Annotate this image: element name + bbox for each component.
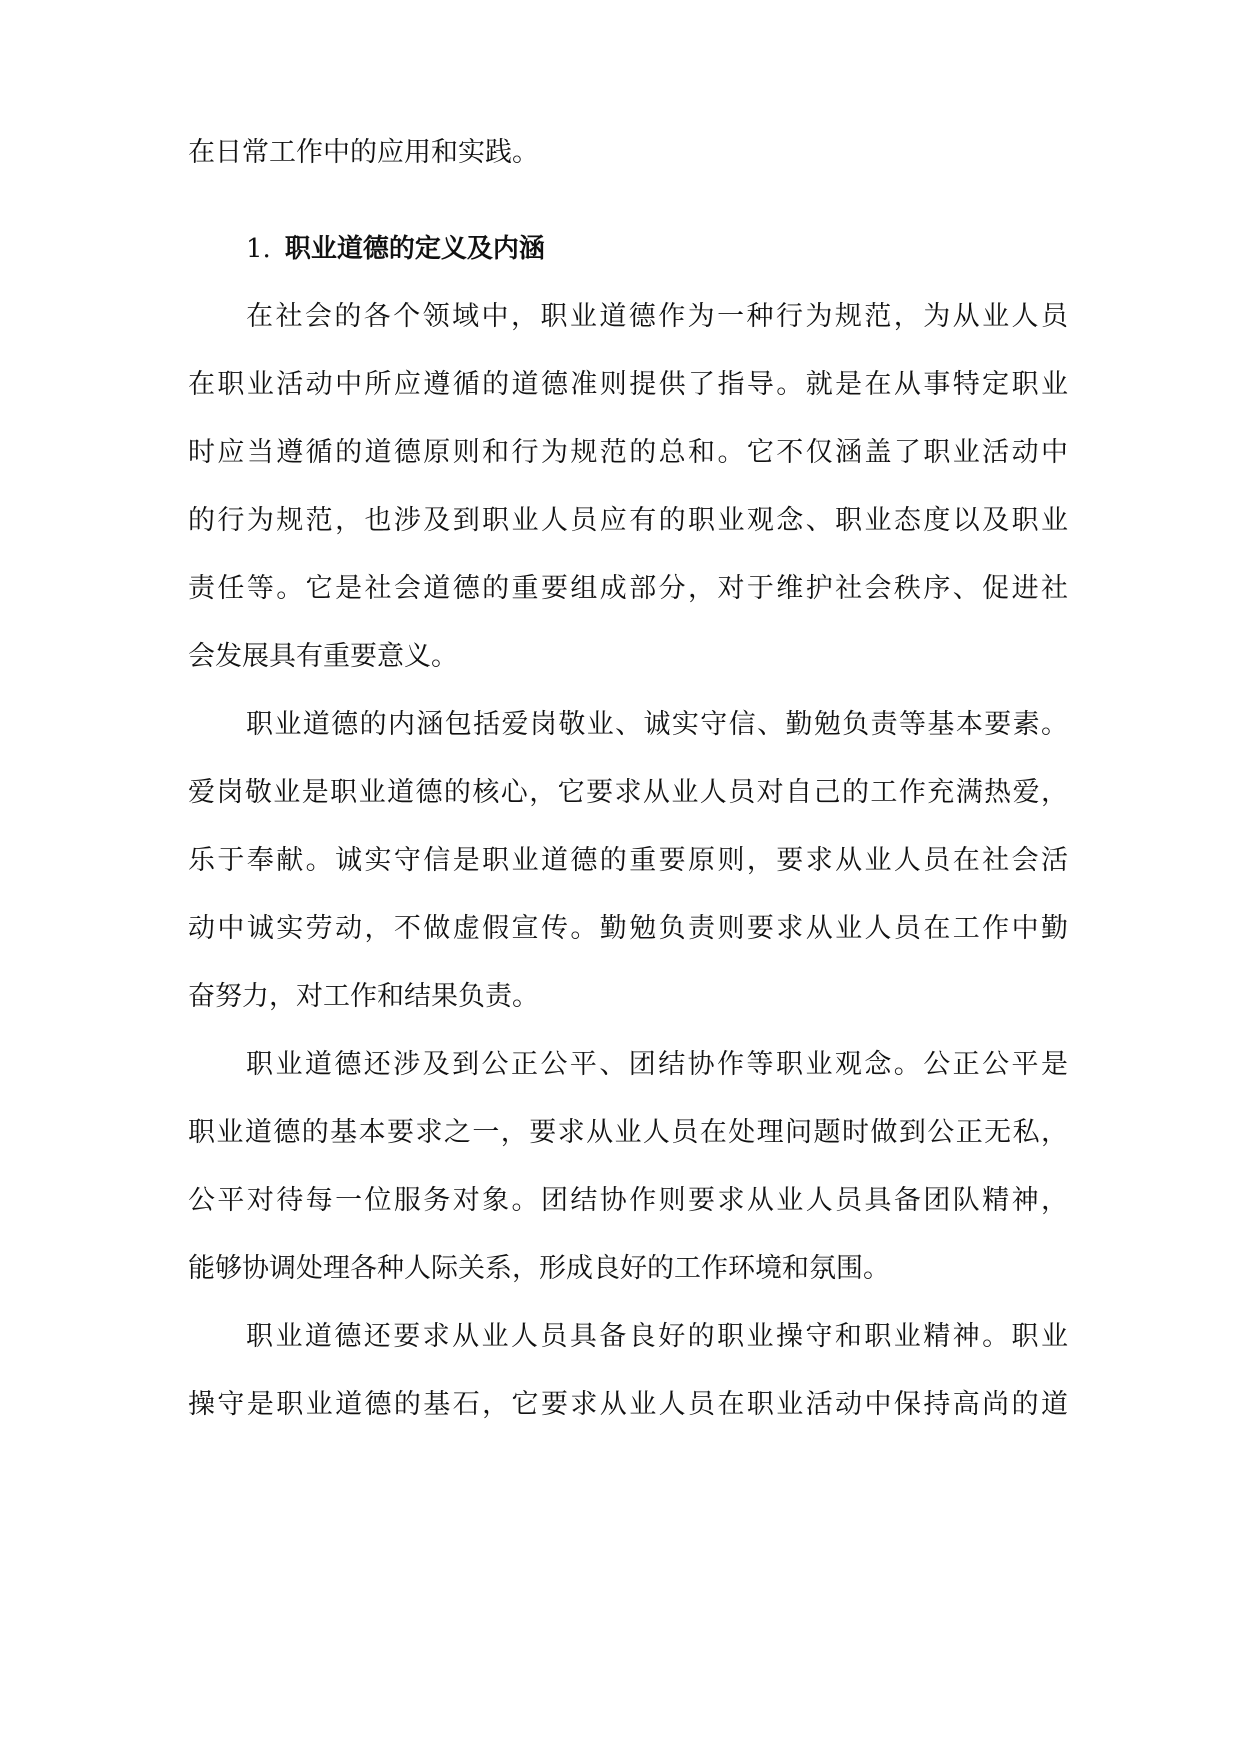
paragraph-line: 动中诚实劳动，不做虚假宣传。勤勉负责则要求从业人员在工作中勤: [188, 913, 1068, 944]
paragraph-line: 职业道德还涉及到公正公平、团结协作等职业观念。公正公平是: [246, 1049, 1068, 1080]
paragraph-line: 公平对待每一位服务对象。团结协作则要求从业人员具备团队精神，: [188, 1185, 1068, 1216]
paragraph-line: 职业道德还要求从业人员具备良好的职业操守和职业精神。职业: [246, 1321, 1068, 1352]
paragraph-line: 职业道德的基本要求之一，要求从业人员在处理问题时做到公正无私，: [188, 1117, 1068, 1148]
paragraph-line: 乐于奉献。诚实守信是职业道德的重要原则，要求从业人员在社会活: [188, 845, 1068, 876]
section-heading: [246, 229, 545, 269]
paragraph-line: 在职业活动中所应遵循的道德准则提供了指导。就是在从事特定职业: [188, 369, 1068, 400]
paragraph-line: 会发展具有重要意义。: [188, 641, 458, 672]
paragraph-line: 的行为规范，也涉及到职业人员应有的职业观念、职业态度以及职业: [188, 505, 1068, 536]
section-number: 1.: [246, 234, 271, 264]
paragraph-line: 责任等。它是社会道德的重要组成部分，对于维护社会秩序、促进社: [188, 573, 1068, 604]
paragraph-line: 能够协调处理各种人际关系，形成良好的工作环境和氛围。: [188, 1253, 890, 1284]
section-title: 职业道德的定义及内涵: [284, 234, 545, 264]
opening-line: 在日常工作中的应用和实践。: [188, 137, 539, 168]
paragraph-line: 奋努力，对工作和结果负责。: [188, 981, 539, 1012]
paragraph-line: 时应当遵循的道德原则和行为规范的总和。它不仅涵盖了职业活动中: [188, 437, 1068, 468]
paragraph-line: 职业道德的内涵包括爱岗敬业、诚实守信、勤勉负责等基本要素。: [246, 709, 1068, 740]
paragraph-line: 爱岗敬业是职业道德的核心，它要求从业人员对自己的工作充满热爱，: [188, 777, 1068, 808]
paragraph-line: 在社会的各个领域中，职业道德作为一种行为规范，为从业人员: [246, 301, 1068, 332]
paragraph-line: 操守是职业道德的基石，它要求从业人员在职业活动中保持高尚的道: [188, 1389, 1068, 1420]
